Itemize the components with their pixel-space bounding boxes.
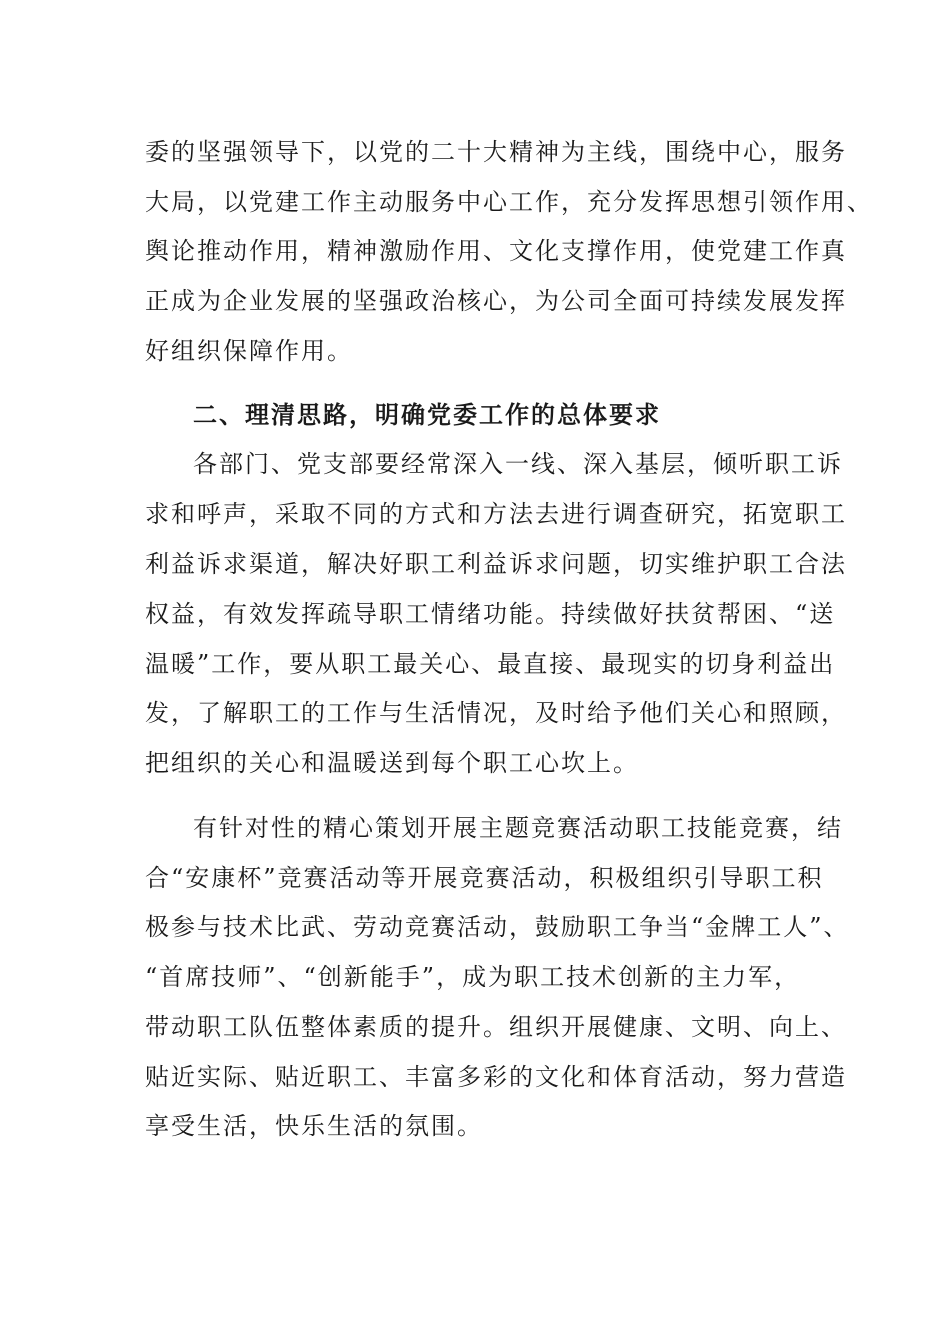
section-heading: 二、理清思路，明确党委工作的总体要求 (193, 400, 661, 429)
paragraph-line: 委的坚强领导下，以党的二十大精神为主线，围绕中心，服务 (145, 138, 847, 166)
paragraph-line: 发，了解职工的工作与生活情况，及时给予他们关心和照顾， (145, 699, 847, 727)
paragraph-line: 享受生活，快乐生活的氛围。 (145, 1112, 483, 1140)
paragraph-line: 温暖”工作，要从职工最关心、最直接、最现实的切身利益出 (145, 650, 836, 678)
paragraph-line: 求和呼声，采取不同的方式和方法去进行调查研究，拓宽职工 (145, 500, 847, 528)
paragraph-line: “首席技师”、“创新能手”，成为职工技术创新的主力军， (145, 963, 801, 991)
paragraph-line: 把组织的关心和温暖送到每个职工心坎上。 (145, 749, 639, 777)
paragraph-line: 带动职工队伍整体素质的提升。组织开展健康、文明、向上、 (145, 1013, 847, 1041)
paragraph-line: 权益，有效发挥疏导职工情绪功能。持续做好扶贫帮困、“送 (145, 600, 836, 628)
paragraph-line: 舆论推动作用，精神激励作用、文化支撑作用，使党建工作真 (145, 237, 847, 265)
paragraph-line: 贴近实际、贴近职工、丰富多彩的文化和体育活动，努力营造 (145, 1063, 847, 1091)
paragraph-line: 大局，以党建工作主动服务中心工作，充分发挥思想引领作用、 (145, 188, 873, 216)
paragraph-line: 好组织保障作用。 (145, 337, 353, 365)
paragraph-line: 有针对性的精心策划开展主题竞赛活动职工技能竞赛，结 (193, 814, 843, 842)
paragraph-line: 各部门、党支部要经常深入一线、深入基层，倾听职工诉 (193, 450, 843, 478)
paragraph-line: 合“安康杯”竞赛活动等开展竞赛活动，积极组织引导职工积 (145, 864, 824, 892)
paragraph-line: 利益诉求渠道，解决好职工利益诉求问题，切实维护职工合法 (145, 550, 847, 578)
paragraph-line: 极参与技术比武、劳动竞赛活动，鼓励职工争当“金牌工人”、 (145, 913, 850, 941)
paragraph-line: 正成为企业发展的坚强政治核心，为公司全面可持续发展发挥 (145, 287, 847, 315)
